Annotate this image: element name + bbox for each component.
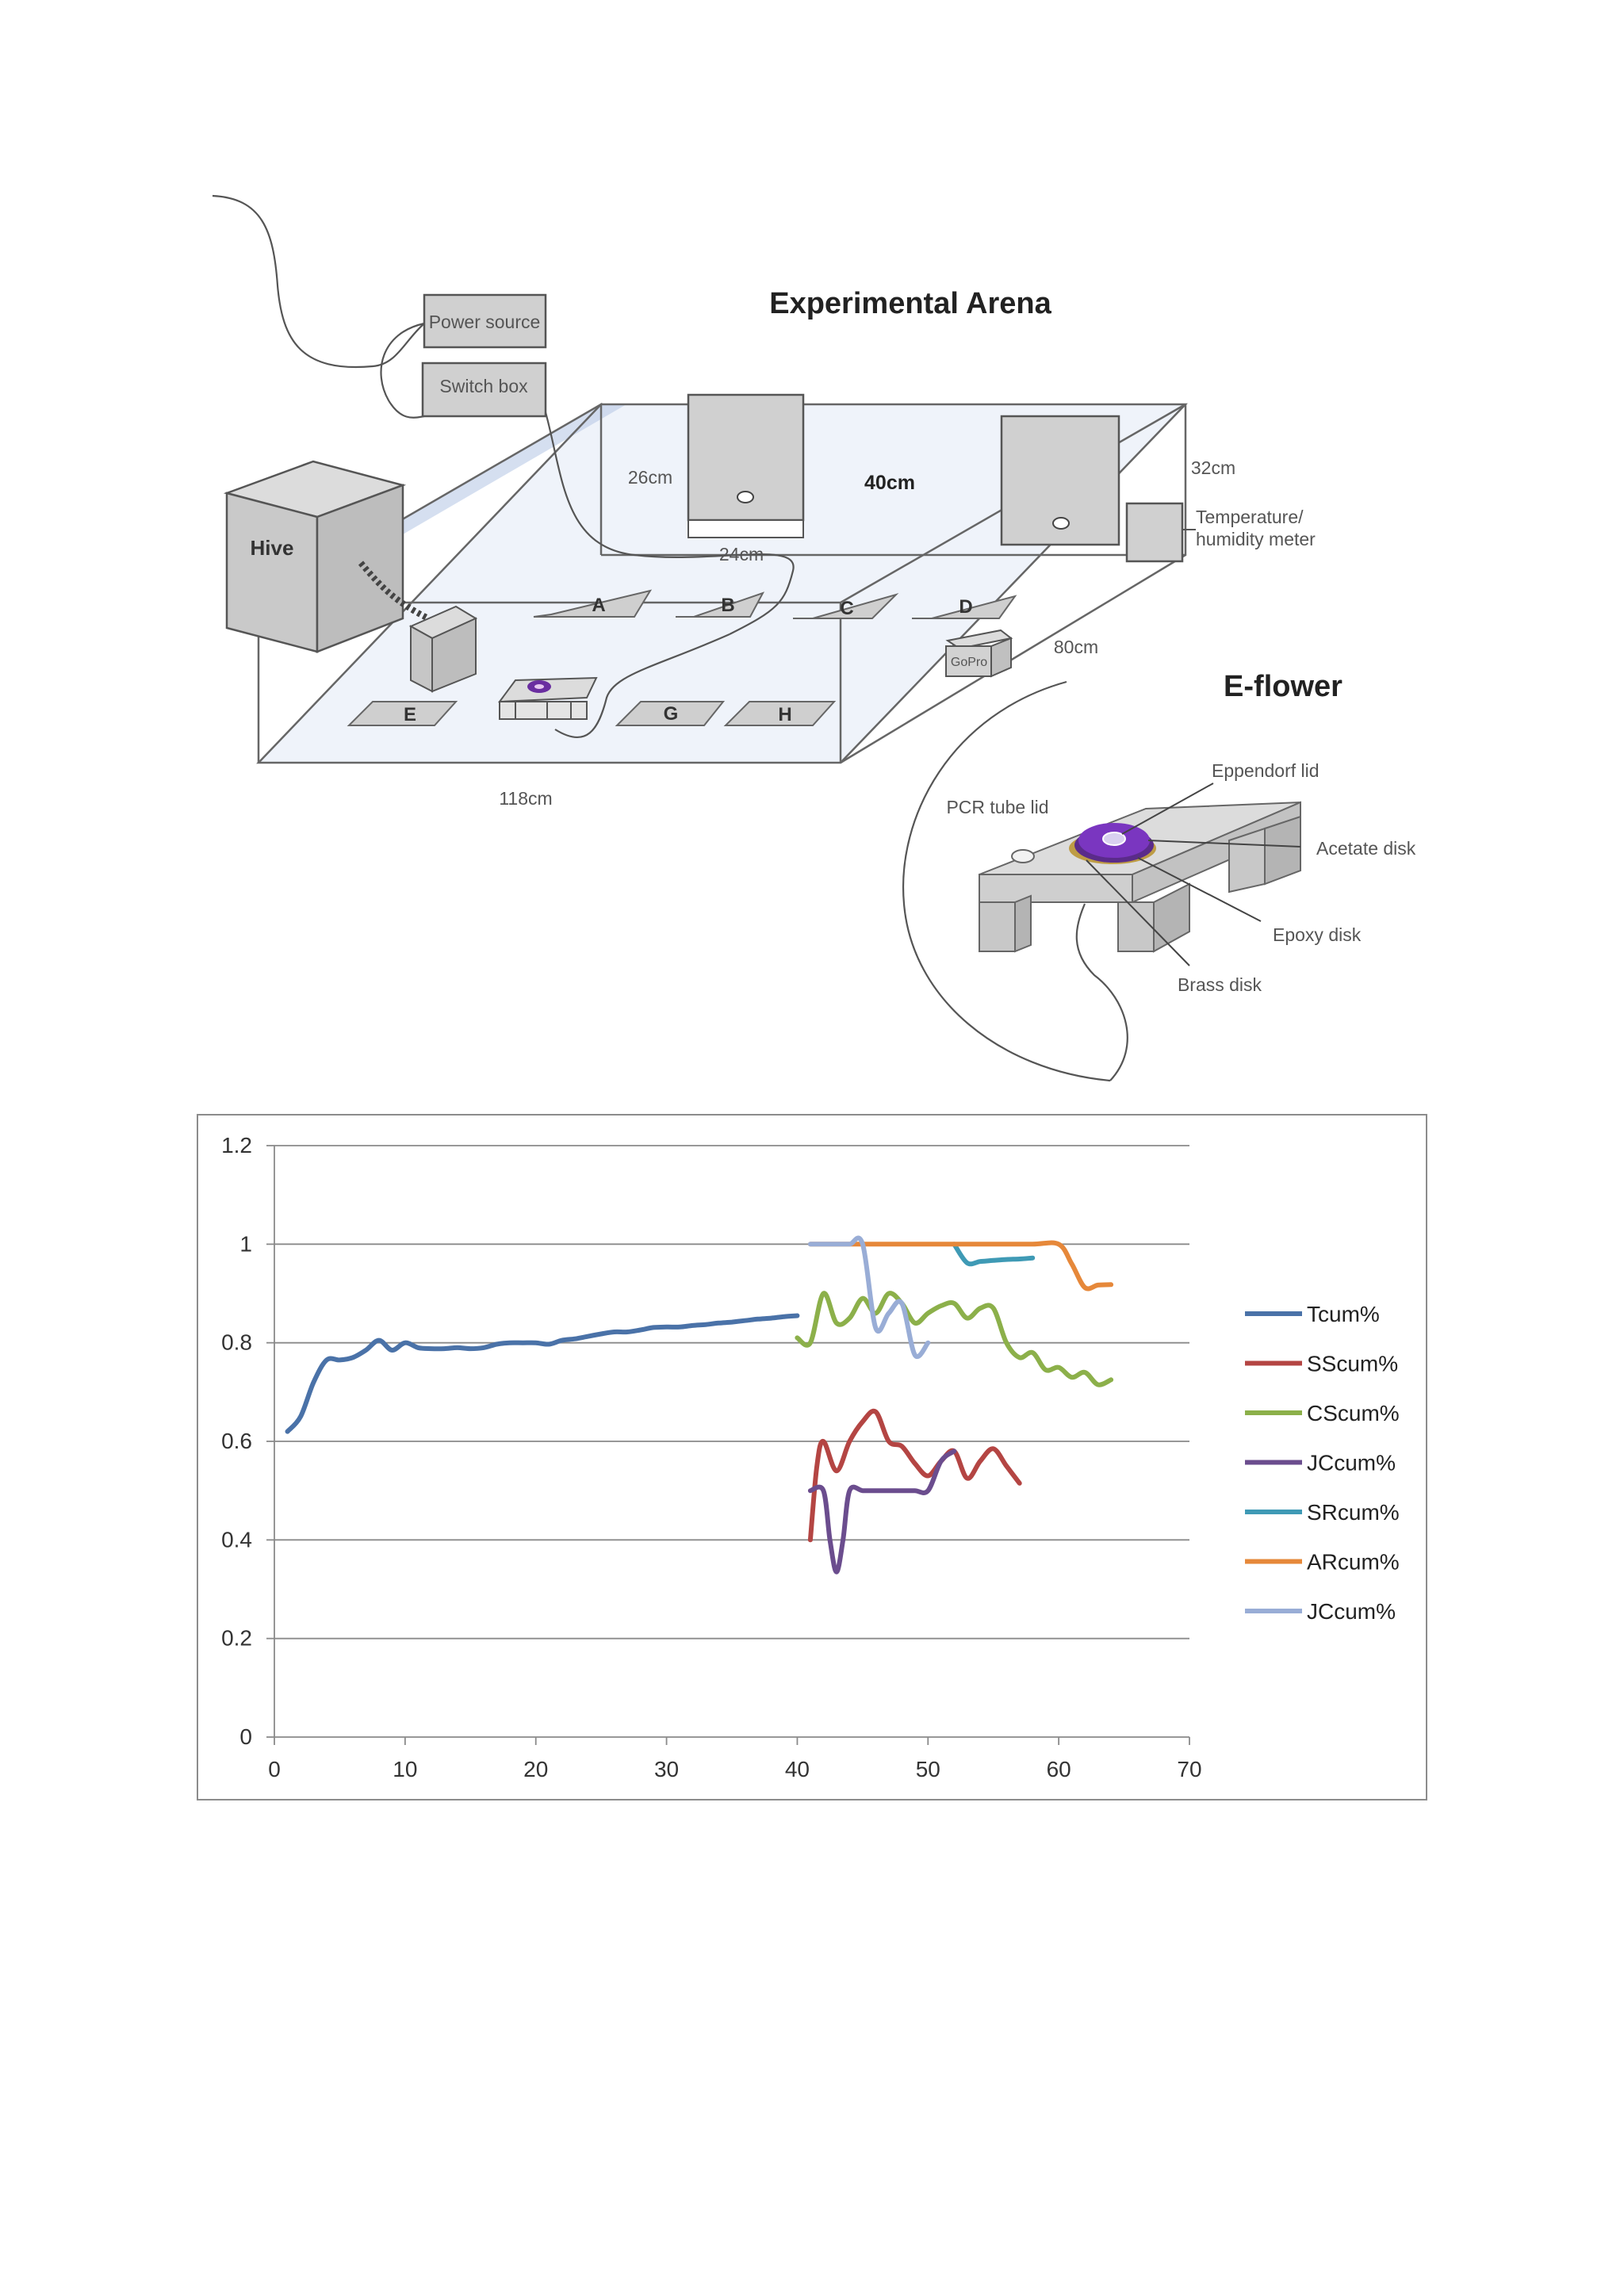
dim-80cm: 80cm bbox=[1053, 637, 1099, 657]
series-line-sscum-1 bbox=[810, 1411, 1020, 1540]
hive-label: Hive bbox=[250, 536, 294, 560]
back-panel-right-hole bbox=[1053, 518, 1069, 529]
legend-label: ARcum% bbox=[1307, 1549, 1400, 1575]
experimental-arena-diagram bbox=[0, 0, 1624, 1102]
back-panel-left-gap bbox=[688, 520, 803, 538]
legend-label: Tcum% bbox=[1307, 1302, 1380, 1326]
temperature-humidity-meter bbox=[1127, 503, 1182, 561]
pcr-label: PCR tube lid bbox=[946, 797, 1049, 817]
svg-text:E: E bbox=[403, 704, 417, 725]
dim-40cm: 40cm bbox=[864, 472, 915, 494]
eppendorf-label: Eppendorf lid bbox=[1212, 760, 1320, 781]
series-layer bbox=[288, 1238, 1112, 1571]
epoxy-label: Epoxy disk bbox=[1273, 924, 1362, 945]
arena-title: Experimental Arena bbox=[769, 287, 1051, 320]
gopro-label: GoPro bbox=[950, 656, 988, 669]
series-line-srcum-4 bbox=[954, 1244, 1032, 1264]
meter-label-1: Temperature/ bbox=[1196, 507, 1304, 527]
series-line-tcum-0 bbox=[288, 1316, 798, 1432]
power-source-label: Power source bbox=[428, 312, 541, 332]
svg-text:D: D bbox=[959, 596, 973, 618]
svg-text:C: C bbox=[840, 598, 854, 619]
brass-label: Brass disk bbox=[1177, 974, 1262, 995]
pcr-tube-lid bbox=[1012, 850, 1034, 863]
svg-text:A: A bbox=[592, 595, 606, 616]
x-tick-label: 20 bbox=[523, 1757, 549, 1781]
y-tick-label: 0.6 bbox=[221, 1429, 252, 1453]
eflower-title: E-flower bbox=[1224, 670, 1342, 703]
dim-118cm: 118cm bbox=[499, 788, 553, 809]
switch-box-label: Switch box bbox=[439, 376, 528, 396]
arena-eflower bbox=[500, 678, 596, 719]
y-tick-label: 1.2 bbox=[221, 1133, 252, 1158]
dim-26cm: 26cm bbox=[627, 467, 673, 488]
x-tick-label: 40 bbox=[784, 1757, 810, 1781]
y-tick-label: 0.8 bbox=[221, 1330, 252, 1355]
svg-text:H: H bbox=[778, 704, 792, 725]
power-link-wire bbox=[381, 323, 424, 418]
series-line-cscum-2 bbox=[797, 1293, 1111, 1385]
acetate-label: Acetate disk bbox=[1316, 838, 1416, 859]
axis-layer bbox=[221, 1133, 1202, 1781]
series-line-arcum-5 bbox=[810, 1242, 1111, 1288]
x-tick-label: 0 bbox=[268, 1757, 281, 1781]
x-tick-label: 70 bbox=[1177, 1757, 1202, 1781]
legend-label: CScum% bbox=[1307, 1401, 1400, 1425]
svg-text:G: G bbox=[663, 703, 679, 725]
legend-label: JCcum% bbox=[1307, 1450, 1396, 1475]
legend-label: SRcum% bbox=[1307, 1500, 1400, 1525]
y-tick-label: 0 bbox=[239, 1724, 252, 1749]
back-panel-left-hole bbox=[737, 492, 753, 503]
x-tick-label: 50 bbox=[915, 1757, 940, 1781]
chart-frame bbox=[197, 1114, 1427, 1800]
y-tick-label: 0.4 bbox=[221, 1527, 252, 1552]
dim-24cm: 24cm bbox=[718, 544, 764, 564]
legend-label: JCcum% bbox=[1307, 1599, 1396, 1624]
legend-label: SScum% bbox=[1307, 1351, 1399, 1376]
y-tick-label: 0.2 bbox=[221, 1625, 252, 1651]
grid-layer bbox=[274, 1146, 1189, 1737]
y-tick-label: 1 bbox=[239, 1231, 252, 1257]
svg-text:B: B bbox=[721, 595, 735, 616]
meter-label-2: humidity meter bbox=[1196, 529, 1316, 549]
eppendorf-lid bbox=[1103, 832, 1125, 845]
dim-32cm: 32cm bbox=[1190, 457, 1236, 478]
legend bbox=[1245, 1302, 1400, 1624]
x-tick-label: 10 bbox=[393, 1757, 418, 1781]
x-tick-label: 30 bbox=[653, 1757, 680, 1781]
x-tick-label: 60 bbox=[1046, 1757, 1071, 1781]
cumulative-line-chart bbox=[198, 1115, 1426, 1799]
